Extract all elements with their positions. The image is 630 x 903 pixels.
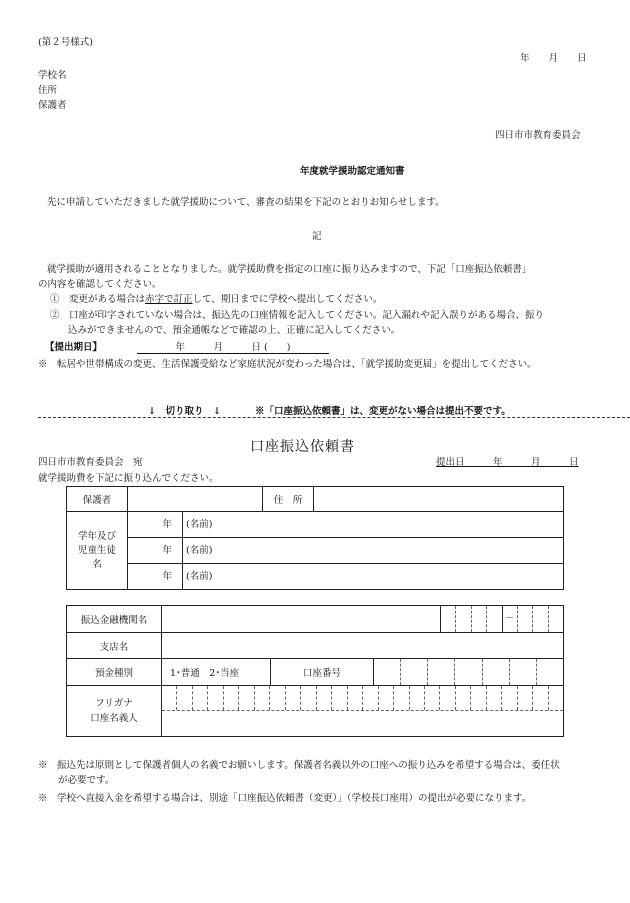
request-text: 就学援助費を下記に振り込んでください。 [38, 473, 219, 484]
deadline-value: 年 月 日 ( ) [137, 339, 329, 354]
student-row-3[interactable]: 年 (名前) [128, 564, 564, 590]
kana-boxes[interactable] [162, 686, 563, 711]
holder-field[interactable] [162, 686, 564, 737]
notice-body-1: 就学援助が適用されることとなりました。就学援助費を指定の口座に振り込みますので、下記「口座振込依頼書」 [47, 264, 532, 275]
addressee: 四日市市教育委員会 宛 [38, 457, 143, 468]
footnote-1a: ※ 振込先は原則として保護者個人の名義でお願いします。保護者名義以外の口座への振り込みを希望する場合は、委任状 [38, 760, 560, 771]
footnote-1b: が必要です。 [58, 775, 115, 786]
address-cell-label: 住 所 [263, 487, 314, 512]
red-correction-text: 赤字で訂正 [145, 294, 193, 305]
account-number-label: 口座番号 [271, 659, 374, 685]
guardian-name-field[interactable] [128, 487, 263, 512]
branch-name-field[interactable] [162, 633, 564, 659]
branch-cell-label: 支店名 [67, 633, 162, 659]
notice-item-2b: 込みができませんので、預金通帳などで確認の上、正確に記入してください。 [68, 325, 401, 336]
student-row-2[interactable]: 年 (名前) [128, 538, 564, 564]
account-number-field[interactable] [374, 659, 563, 685]
form-title: 口座振込依頼書 [250, 439, 355, 455]
deposit-account-row [162, 659, 564, 686]
notice-intro: 先に申請していただきました就学援助について、審査の結果を下記のとおりお知らせします。 [47, 197, 445, 208]
ki-heading: 記 [312, 231, 322, 242]
issuer: 四日市市教育委員会 [495, 130, 581, 141]
notice-item-1: ① 変更がある場合は赤字で訂正して、期日までに学校へ提出してください。 [50, 294, 383, 305]
deposit-cell-label: 預金種別 [67, 659, 162, 686]
guardian-student-table [66, 486, 564, 590]
bank-code-dash: － [502, 606, 517, 632]
footnote-2: ※ 学校へ直接入金を希望する場合は、別途「口座振込依頼書（変更）」（学校長口座用）の提出が必要になります。 [38, 793, 532, 804]
bank-table [66, 605, 564, 737]
deadline-label: 【提出期日】 [45, 342, 103, 353]
cut-line [38, 417, 630, 418]
holder-cell-label: フリガナ 口座名義人 [67, 686, 162, 737]
cut-note: ※「口座振込依頼書」は、変更がない場合は提出不要です。 [255, 406, 511, 417]
change-note: ※ 転居や世帯構成の変更、生活保護受給など家庭状況が変わった場合は、「就学援助変更届」を提出してください。 [38, 359, 537, 370]
submit-date: 提出日 年 月 日 [436, 457, 579, 468]
student-cell-label: 学年及び 児童生徒 名 [67, 512, 128, 590]
bank-name-field[interactable] [162, 606, 441, 633]
school-label: 学校名 [38, 70, 67, 81]
bank-code-field[interactable] [441, 606, 564, 633]
deposit-type-field[interactable]: 1･普通 2･当座 [162, 659, 271, 685]
cut-arrow-label: ↓ 切り取り ↓ [148, 406, 221, 417]
notice-item-2a: ② 口座が印字されていない場合は、振込先の口座情報を記入してください。記入漏れや記入誤りがある場合、振り [50, 310, 545, 321]
address-label: 住所 [38, 85, 58, 96]
student-row-1[interactable]: 年 (名前) [128, 512, 564, 538]
notice-title: 年度就学援助認定通知書 [300, 166, 405, 177]
form-number: (第２号様式) [38, 37, 93, 48]
holder-name-area[interactable] [162, 711, 563, 736]
guardian-cell-label: 保護者 [67, 487, 128, 512]
bank-cell-label: 振込金融機関名 [67, 606, 162, 633]
address-field[interactable] [314, 487, 564, 512]
guardian-label: 保護者 [38, 100, 67, 111]
date-line: 年 月 日 [520, 53, 587, 64]
notice-body-2: の内容を確認してください。 [38, 279, 162, 290]
